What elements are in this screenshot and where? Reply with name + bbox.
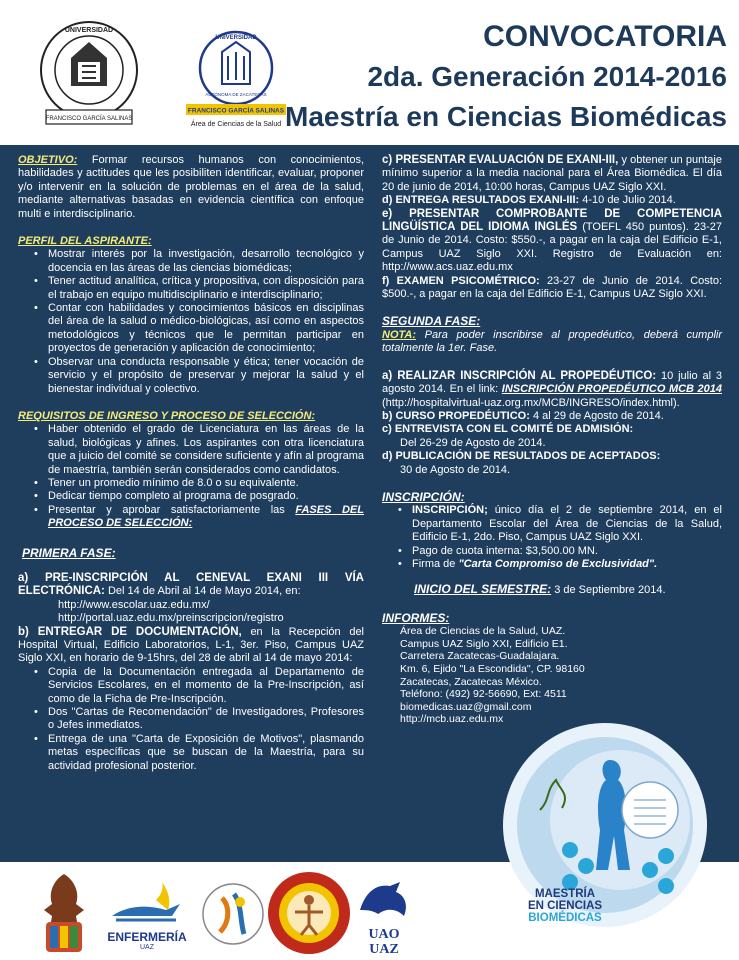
- url-preinscripcion[interactable]: http://portal.uaz.edu.mx/preinscripcion/registro: [58, 612, 284, 625]
- firma-text: Firma de: [412, 557, 459, 570]
- curso-label: b) CURSO PROPEDÉUTICO:: [382, 409, 530, 422]
- mcb-emblem-text: [500, 888, 630, 924]
- informes-line: Teléfono: (492) 92-56690, Ext: 4511: [400, 688, 567, 701]
- url-escolar[interactable]: http://www.escolar.uaz.edu.mx/: [58, 598, 210, 611]
- right-column: [382, 154, 722, 726]
- requisito-item: [34, 504, 364, 531]
- enfermeria-label: ENFERMERÍA: [107, 930, 187, 944]
- requisitos-title: REQUISITOS DE INGRESO Y PROCESO DE SELECCIÓN:: [18, 409, 316, 422]
- inscripcion-item: [398, 504, 722, 544]
- propedeutico-text: 10 julio al 3 agosto 2014. En el link:: [382, 369, 722, 396]
- svg-text:Área de Ciencias de la Salud: Área de Ciencias de la Salud: [190, 121, 282, 128]
- objetivo-text: Formar recursos humanos con conocimientos, habilidades y actitudes que les posibiliten identificar, evaluar, proponer y/o intervenir en la solución de problemas en el área de la salud, mediante alternativas basadas en evidencia científica con enfoque multi e interdisciplinario.: [18, 154, 364, 220]
- publicacion-label: d) PUBLICACIÓN DE RESULTADOS DE ACEPTADOS:: [382, 450, 661, 463]
- propedeutico-url: (http://hospitalvirtual-uaz.org.mx/MCB/INGRESO/index.html).: [382, 396, 680, 409]
- inicio-paragraph: [414, 583, 722, 597]
- informes-block: [400, 625, 722, 726]
- inscripcion-item-label: INSCRIPCIÓN;: [412, 504, 488, 517]
- nota-label: NOTA:: [382, 328, 417, 341]
- inscripcion-item: • Pago de cuota interna: $3,500.00 MN.: [398, 545, 722, 558]
- title-maestria: Maestría en Ciencias Biomédicas: [285, 101, 727, 132]
- requisito-item: • Haber obtenido el grado de Licenciatura en las áreas de la salud, biológicas y afines. Los aspirantes con otra licenciatura que a juicio del comité se considere suficiente y afín al programa de maestría, también serán considerados como candidatos.: [34, 423, 364, 477]
- informes-line: Carretera Zacatecas-Guadalajara.: [400, 650, 560, 663]
- publicacion-text: 30 de Agosto de 2014.: [400, 463, 511, 476]
- informes-line: Km. 6, Ejido "La Escondida", CP. 98160: [400, 662, 585, 675]
- informes-url[interactable]: http://mcb.uaz.edu.mx: [400, 713, 504, 726]
- left-column: [18, 154, 364, 773]
- perfil-item: • Tener actitud analítica, crítica y propositiva, con disposición para el trabajo en equipo multidisciplinario e interdisciplinario;: [34, 275, 364, 302]
- perfil-item: • Contar con habilidades y conocimientos básicos en disciplinas del área de la salud o médico-biológicas, así como en aspectos metodológicos y técnicos que le permitan participar en proyectos de generación y aplicación de conocimiento;: [34, 302, 364, 356]
- perfil-list: [34, 248, 364, 395]
- svg-text:FRANCISCO GARCÍA SALINAS: FRANCISCO GARCÍA SALINAS: [187, 107, 285, 115]
- lamp-icon: [106, 876, 188, 926]
- exani-label: c) PRESENTAR EVALUACIÓN DE EXANI-III,: [382, 154, 619, 166]
- pre-inscripcion-paragraph: [18, 572, 364, 599]
- inscripcion-item-text: único día el 2 de septiembre 2014, en el Departamento Escolar del Área de Ciencias de la Salud, Edificio E-1, 2do. Piso, Campus UAZ Siglo XXI.: [412, 504, 722, 544]
- perfil-item: • Mostrar interés por la investigación, desarrollo tecnológico y docencia en las áreas de las ciencias biomédicas;: [34, 248, 364, 275]
- objetivo-label: OBJETIVO:: [18, 154, 78, 166]
- pre-inscripcion-label: a) PRE-INSCRIPCIÓN AL CENEVAL EXANI III VÍA ELECTRÓNICA:: [18, 571, 364, 598]
- documentacion-label: b) ENTREGAR DE DOCUMENTACIÓN,: [18, 625, 242, 638]
- curso-text: 4 al 29 de Agosto de 2014.: [529, 409, 664, 422]
- title-generacion: 2da. Generación 2014-2016: [367, 61, 727, 92]
- svg-text:AUTÓNOMA DE ZACATECAS: AUTÓNOMA DE ZACATECAS: [205, 92, 267, 97]
- inscripcion-item: [398, 558, 722, 571]
- perfil-item: • Observar una conducta responsable y ética; tener vocación de servicio y el propósito de preservar y mejorar la salud y el bienestar individual y colectivo.: [34, 356, 364, 396]
- mcb-line3: BIOMÉDICAS: [528, 912, 602, 924]
- inscripcion-list: [398, 504, 722, 571]
- entrevista-text: Del 26-29 de Agosto de 2014.: [400, 436, 546, 449]
- psicometrico-label: f) EXAMEN PSICOMÉTRICO:: [382, 274, 540, 287]
- firma-emphasis: "Carta Compromiso de Exclusividad".: [458, 557, 658, 570]
- exani-paragraph: [382, 154, 722, 194]
- uao-label: UAO: [368, 927, 400, 942]
- documentacion-list: [34, 666, 364, 773]
- requisitos-list: [34, 423, 364, 530]
- primera-fase-title: PRIMERA FASE:: [22, 545, 116, 560]
- svg-text:UNIVERSIDAD: UNIVERSIDAD: [215, 35, 257, 41]
- medicina-humana-logo: [266, 870, 352, 956]
- psicometrico-text: 23-27 de Junio de 2014. Costo: $500.-, a pagar en la caja del Edificio E-1, Campus UAZ Siglo XXI.: [382, 274, 722, 301]
- eagle-icon: [356, 880, 412, 922]
- objetivo-paragraph: [18, 154, 364, 221]
- ingles-paragraph: [382, 208, 722, 275]
- header: [0, 0, 739, 145]
- title-block: [285, 18, 727, 136]
- mcb-line1: MAESTRÍA: [534, 888, 596, 900]
- ingles-label: e) PRESENTAR COMPROBANTE DE COMPETENCIA LINGÜÍSTICA DEL IDIOMA INGLÉS: [382, 207, 722, 234]
- fases-emphasis: FASES DEL PROCESO DE SELECCIÓN:: [48, 503, 364, 530]
- documento-item: • Copia de la Documentación entregada al Departamento de Servicios Escolares, en el momento de la Pre-Inscripción, así como de la Ficha de Pre-Inscripción.: [34, 666, 364, 706]
- resultados-text: 4-10 de Julio 2014.: [579, 194, 676, 207]
- enfermeria-logo: [106, 876, 188, 956]
- uao-logo: [356, 880, 412, 956]
- exani-text: y obtener un puntaje mínimo superior a la media nacional para el Área Biomédica. El día 20 de junio de 2014, 10:00 horas, Campus UAZ Siglo XXI.: [382, 154, 722, 193]
- ingles-text: (TOEFL 450 puntos). 23-27 de Junio de 2014. Costo: $550.-, a pagar en la caja del Edificio E-1, Campus UAZ Siglo XXI. Registro de Evaluación en: http://www.acs.uaz.edu.mx: [382, 221, 722, 274]
- area-ciencias-salud-logo: [180, 22, 292, 134]
- propedeutico-label: a) REALIZAR INSCRIPCIÓN AL PROPEDÉUTICO:: [382, 369, 657, 382]
- nota-text: Para poder inscribirse al propedéutico, deberá cumplir totalmente la 1er. Fase.: [382, 328, 722, 355]
- nota-paragraph: [382, 329, 722, 356]
- perfil-title: PERFIL DEL ASPIRANTE:: [18, 235, 152, 248]
- uaz-seal-logo: [38, 18, 140, 130]
- informes-email[interactable]: biomedicas.uaz@gmail.com: [400, 700, 532, 713]
- resultados-paragraph: [382, 194, 722, 207]
- segunda-fase-title: SEGUNDA FASE:: [382, 314, 481, 329]
- informes-line: Zacatecas, Zacatecas México.: [400, 675, 542, 688]
- informes-line: Campus UAZ Siglo XXI, Edificio E1.: [400, 637, 568, 650]
- curso-paragraph: [382, 410, 722, 423]
- psicometrico-paragraph: [382, 275, 722, 302]
- resultados-label: d) ENTREGA RESULTADOS EXANI-III:: [382, 194, 580, 207]
- propedeutico-paragraph: [382, 370, 722, 410]
- svg-text:UNIVERSIDAD: UNIVERSIDAD: [64, 27, 114, 34]
- documento-item: • Entrega de una "Carta de Exposición de Motivos", plasmando metas específicas que se buscan de la Maestría, para su actividad profesional posterior.: [34, 733, 364, 773]
- documentacion-text: en la Recepción del Hospital Virtual, Edificio Laboratorios, L-1, 3er. Piso, Campus UAZ Siglo XXI, en horario de 9-15hrs, del 28 de abril al 14 de mayo 2014:: [18, 625, 365, 665]
- uao-sub: UAZ: [369, 942, 399, 957]
- inicio-label: INICIO DEL SEMESTRE:: [414, 582, 552, 597]
- collage-emblem-logo: [36, 870, 92, 956]
- documento-item: • Dos "Cartas de Recomendación" de Investigadores, Profesores o Jefes inmediatos.: [34, 706, 364, 733]
- documentacion-paragraph: [18, 626, 364, 666]
- inicio-text: 3 de Septiembre 2014.: [551, 584, 666, 597]
- entrevista-label: c) ENTREVISTA CON EL COMITÉ DE ADMISIÓN:: [382, 423, 634, 436]
- requisito-last-text: Presentar y aprobar satisfactoriamente las: [48, 503, 296, 516]
- requisito-item: • Dedicar tiempo completo al programa de posgrado.: [34, 490, 364, 503]
- pre-inscripcion-text: Del 14 de Abril al 14 de Mayo 2014, en:: [104, 585, 301, 598]
- informes-line: Área de Ciencias de la Salud, UAZ.: [400, 625, 566, 638]
- informes-title: INFORMES:: [382, 610, 450, 625]
- title-convocatoria: CONVOCATORIA: [483, 20, 727, 53]
- inscripcion-title: INSCRIPCIÓN:: [382, 489, 465, 504]
- enfermeria-sub: UAZ: [140, 944, 154, 951]
- svg-text:FRANCISCO GARCÍA SALINAS: FRANCISCO GARCÍA SALINAS: [45, 116, 133, 122]
- propedeutico-link[interactable]: INSCRIPCIÓN PROPEDÉUTICO MCB 2014: [501, 383, 722, 396]
- unidad-academica-logo: [200, 876, 266, 952]
- mcb-line2: EN CIENCIAS: [527, 900, 603, 912]
- requisito-item: • Tener un promedio mínimo de 8.0 o su equivalente.: [34, 477, 364, 490]
